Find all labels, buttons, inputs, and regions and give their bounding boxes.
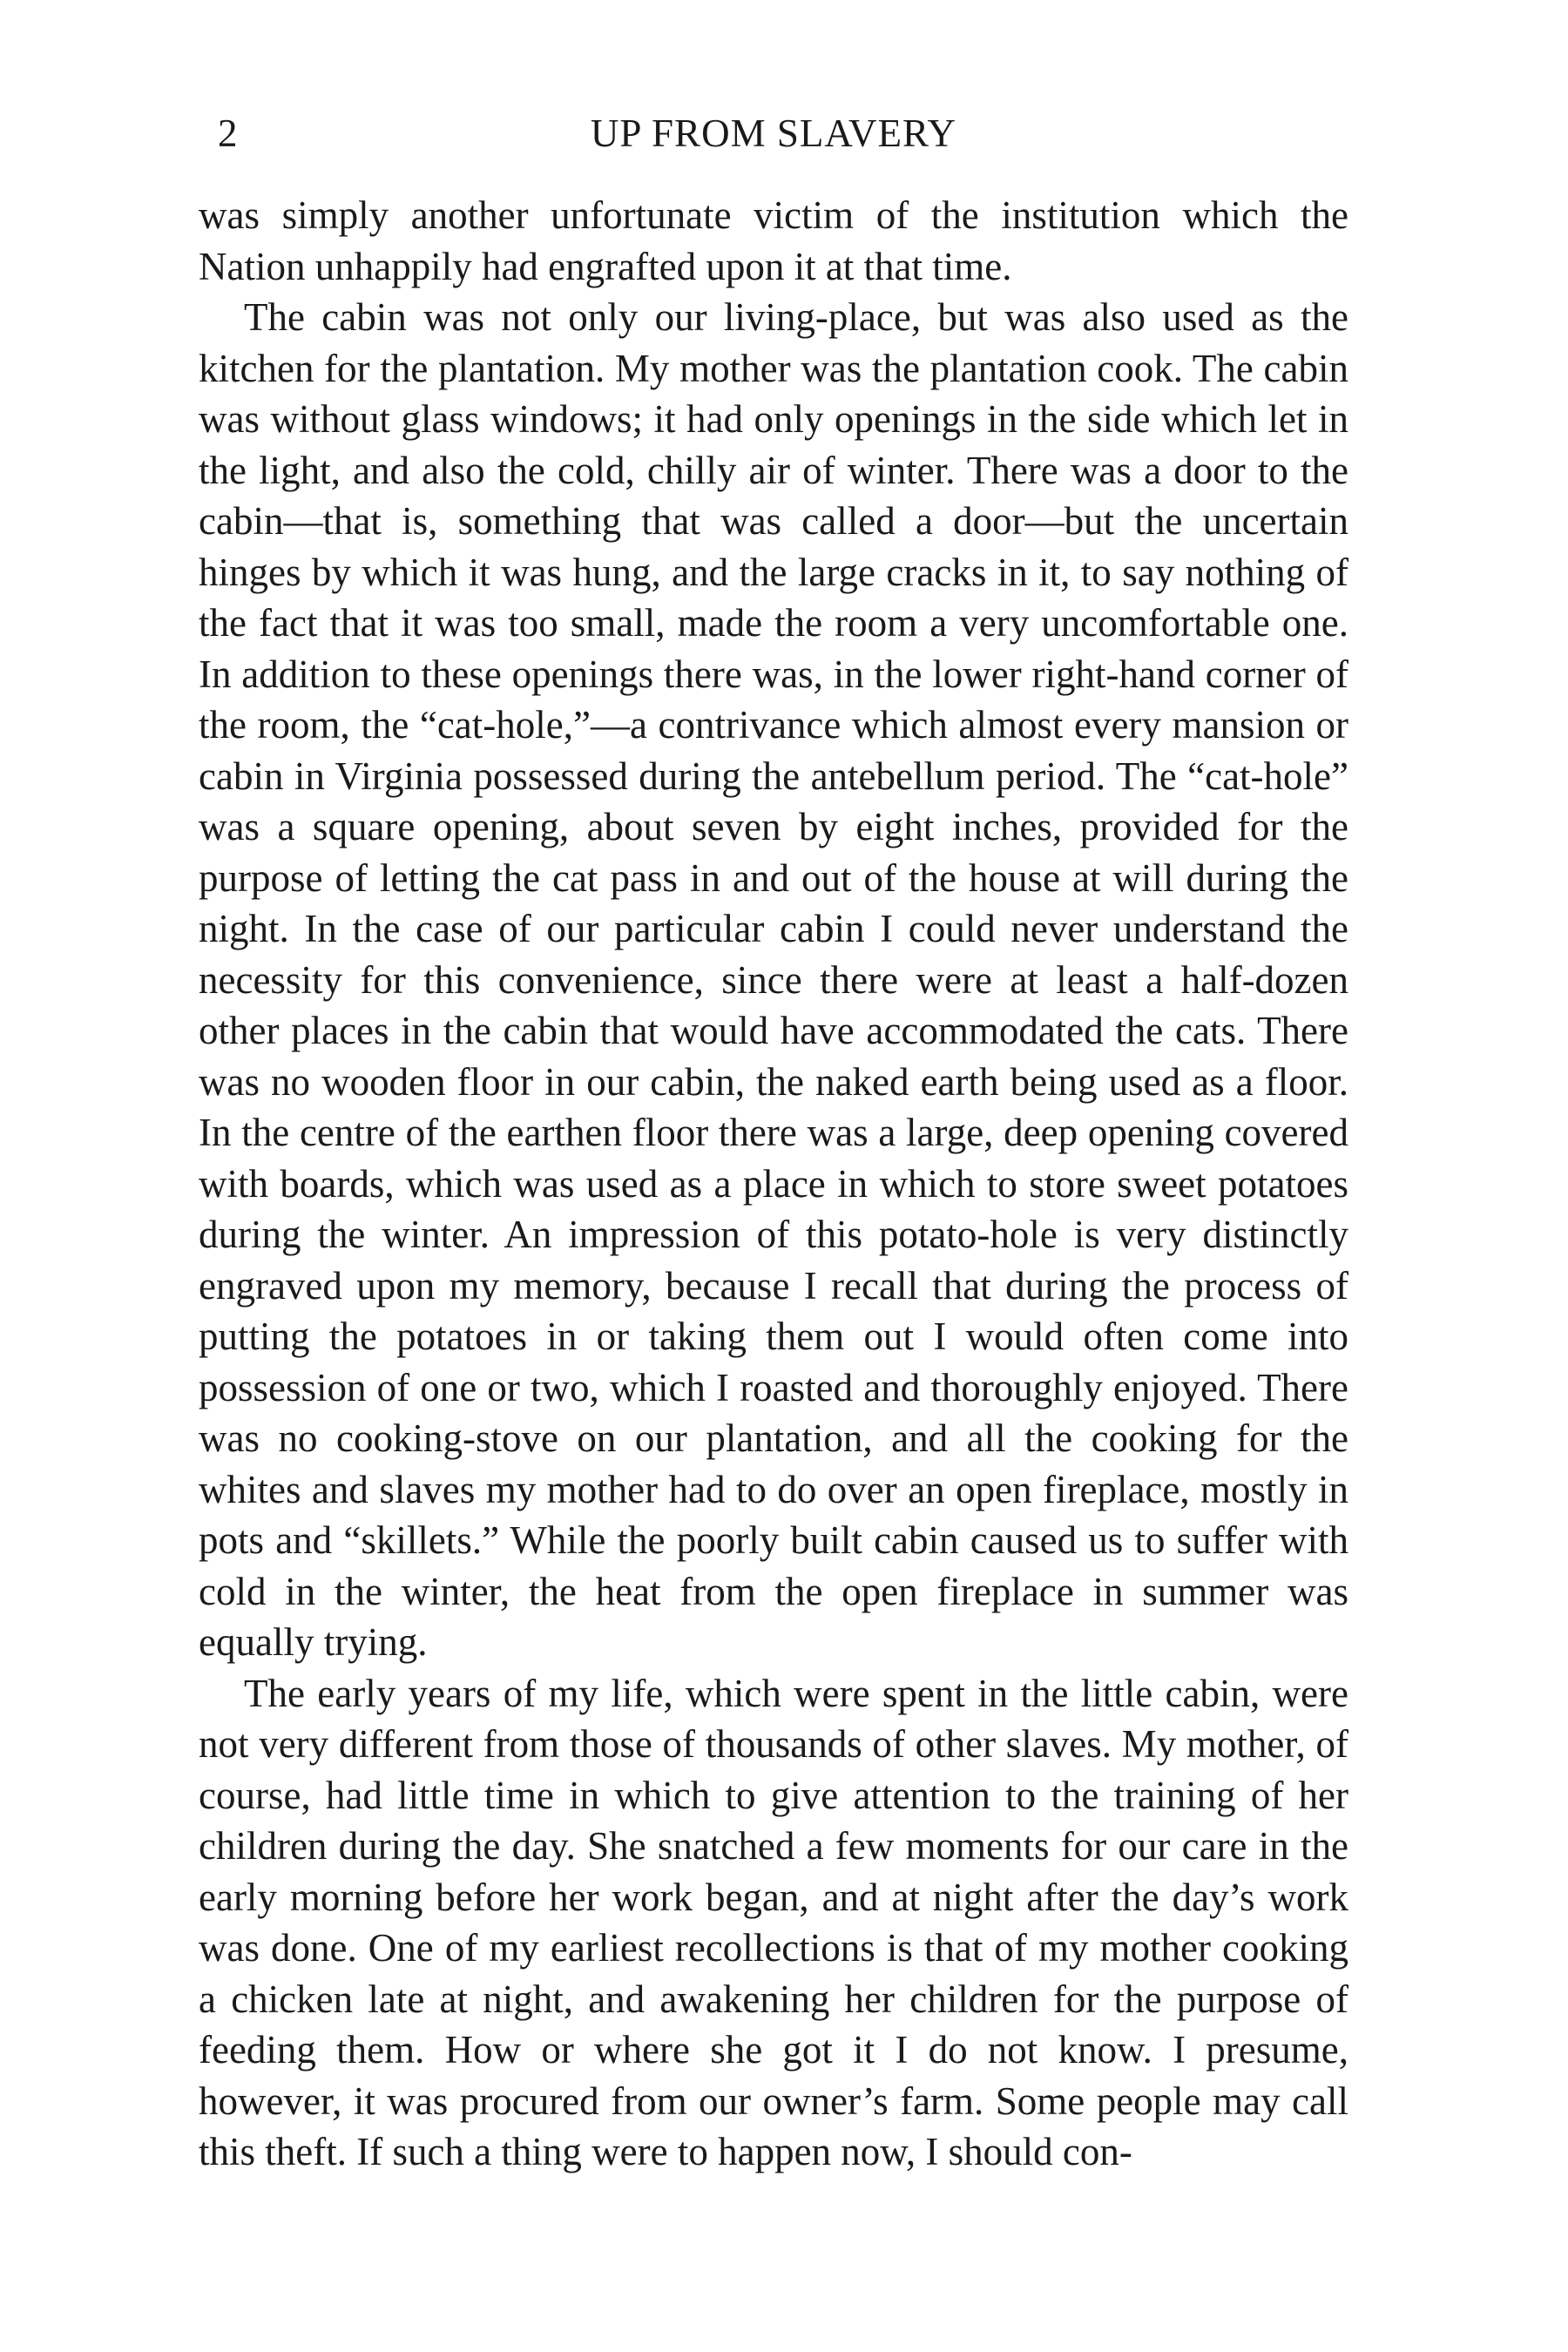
paragraph-early-years: The early years of my life, which were spent in the little cabin, were not very different from those of thousands of other slaves. My mother, of course, had little time in which to give attention to the training of her children during the day. She snatched a few moments for our care in the early morning before her work began, and at night after the day’s work was done. One of my earliest recollections is that of my mother cooking a chicken late at night, and awakening her children for the purpose of feeding them. How or where she got it I do not know. I presume, however, it was procured from our owner’s farm. Some people may call this theft. If such a thing were to happen now, I should con- bbox=[199, 1671, 1348, 2173]
book-title: UP FROM SLAVERY bbox=[590, 112, 957, 155]
body-text bbox=[199, 190, 1348, 2178]
page-number: 2 bbox=[218, 112, 238, 155]
paragraph-cabin: The cabin was not only our living-place, but was also used as the kitchen for the plantation. My mother was the plantation cook. The cabin was without glass windows; it had only openings in the side which let in the light, and also the cold, chilly air of winter. There was a door to the cabin—that is, something that was called a door—but the uncertain hinges by which it was hung, and the large cracks in it, to say nothing of the fact that it was too small, made the room a very uncomfortable one. In addition to these openings there was, in the lower right-hand corner of the room, the “cat-hole,”—a contrivance which almost every mansion or cabin in Virginia possessed during the antebellum period. The “cat-hole” was a square opening, about seven by eight inches, provided for the purpose of letting the cat pass in and out of the house at will during the night. In the case of our particular cabin I could never understand the necessity for this convenience, since there were at least a half-dozen other places in the cabin that would have accommodated the cats. There was no wooden floor in our cabin, the naked earth being used as a floor. In the centre of the earthen floor there was a large, deep opening covered with boards, which was used as a place in which to store sweet potatoes during the winter. An impression of this potato-hole is very distinctly engraved upon my memory, because I recall that during the process of putting the potatoes in or taking them out I would often come into possession of one or two, which I roasted and thoroughly enjoyed. There was no cooking-stove on our plantation, and all the cooking for the whites and slaves my mother had to do over an open fireplace, mostly in pots and “skillets.” While the poorly built cabin caused us to suffer with cold in the winter, the heat from the open fireplace in summer was equally trying. bbox=[199, 295, 1348, 1664]
running-head bbox=[199, 103, 1348, 164]
paragraph-continued: was simply another unfortunate victim of the institution which the Nation unhappily had engrafted upon it at that time. bbox=[199, 193, 1348, 288]
